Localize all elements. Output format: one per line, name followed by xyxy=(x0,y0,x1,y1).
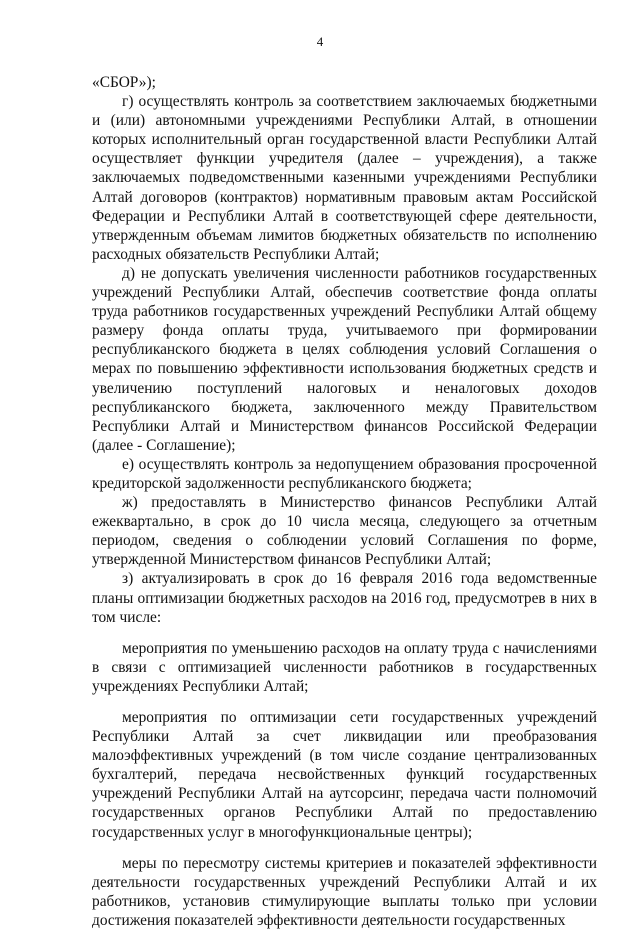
paragraph-zh: ж) предоставлять в Министерство финансов Республики Алтай ежеквартально, в срок до 10 числа месяца, следующего за отчетным периодом, сведения о соблюдении условий Соглашения по форме, утвержденной Министерством финансов Республики Алтай; xyxy=(92,494,597,569)
paragraph-z: з) актуализировать в срок до 16 февраля 2016 года ведомственные планы оптимизации бюджетных расходов на 2016 год, предусмотрев в них в том числе: xyxy=(92,570,597,626)
paragraph-measure-payroll: мероприятия по уменьшению расходов на оплату труда с начислениями в связи с оптимизацией численности работников в государственных учреждениях Республики Алтай; xyxy=(92,639,597,695)
paragraph-e: е) осуществлять контроль за недопущением образования просроченной кредиторской задолженности республиканского бюджета; xyxy=(92,455,597,492)
page-number: 4 xyxy=(316,34,324,49)
document-body xyxy=(92,73,597,930)
paragraph-d: д) не допускать увеличения численности работников государственных учреждений Республики Алтай, обеспечив соответствие фонда оплаты труда работников государственных учреждений Республики Алтай общему размеру фонда оплаты труда, учитываемого при формировании республиканского бюджета в целях соблюдения условий Соглашения о мерах по повышению эффективности использования бюджетных средств и увеличению поступлений налоговых и неналоговых доходов республиканского бюджета, заключенного между Правительством Республики Алтай и Министерством финансов Российской Федерации (далее - Соглашение); xyxy=(92,264,597,454)
paragraph-g: г) осуществлять контроль за соответствием заключаемых бюджетными и (или) автономными учреждениями Республики Алтай, в отношении которых исполнительный орган государственной власти Республики Алтай осуществляет функции учредителя (далее – учреждения), а также заключаемых подведомственными казенными учреждениями Республики Алтай договоров (контрактов) нормативным правовым актам Российской Федерации и Республики Алтай в соответствующей сфере деятельности, утвержденным объемам лимитов бюджетных обязательств по исполнению расходных обязательств Республики Алтай; xyxy=(92,93,597,263)
paragraph-measure-criteria: меры по пересмотру системы критериев и показателей эффективности деятельности государственных учреждений Республики Алтай и их работников, установив стимулирующие выплаты только при условии достижения показателей эффективности деятельности государственных xyxy=(92,854,597,929)
paragraph-continuation: «СБОР»); xyxy=(92,74,156,91)
paragraph-measure-network: мероприятия по оптимизации сети государственных учреждений Республики Алтай за счет ликвидации или преобразования малоэффективных учреждений (в том числе создание централизованных бухгалтерий, передача несвойственных функций государственных учреждений Республики Алтай на аутсорсинг, передача части полномочий государственных органов Республики Алтай по предоставлению государственных услуг в многофункциональные центры); xyxy=(92,709,597,841)
